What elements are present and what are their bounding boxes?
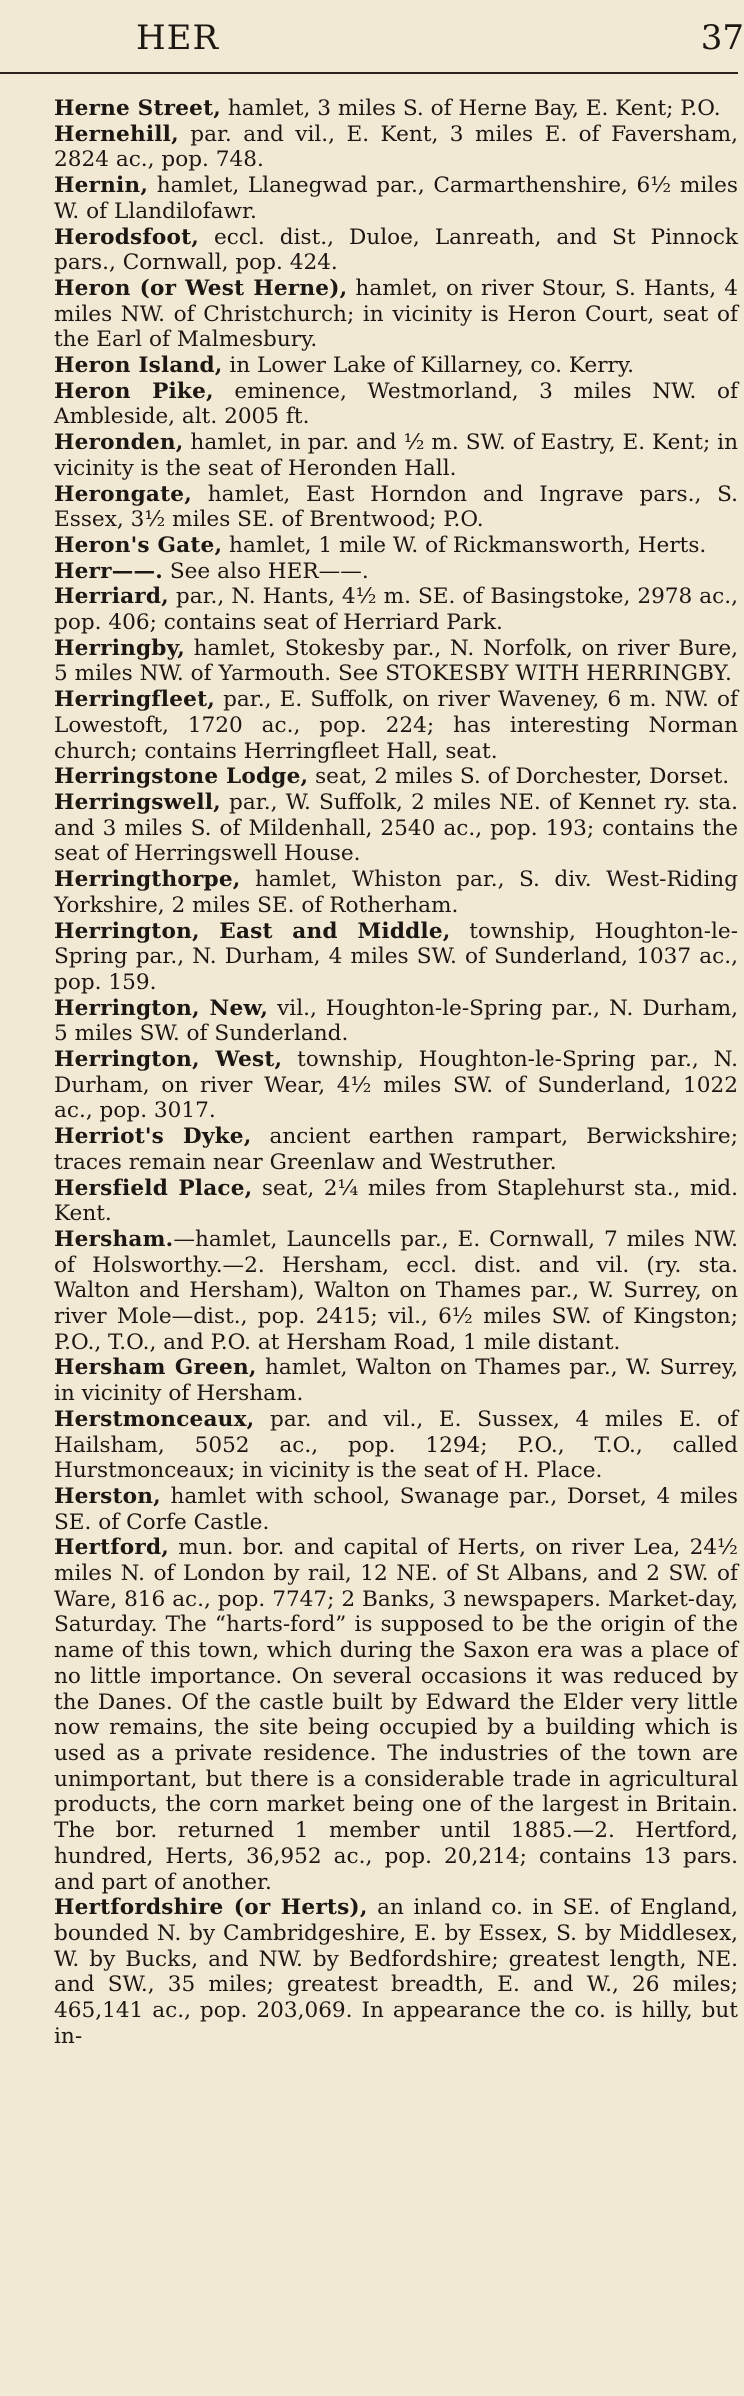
entry: [54, 1535, 738, 1895]
entry-headword: Herstmonceaux,: [54, 1406, 255, 1432]
entry-headword: Herringswell,: [54, 789, 221, 815]
entry: [54, 1355, 738, 1406]
entry-text: an inland co. in SE. of England, bounded N. by Cambridgeshire, E. by Essex, S. by Middlesex, W. by Bucks, and NW. by Bedfordshire; greatest length, NE. and SW., 35 miles; greatest breadth, E. and W., 26 miles; 465,141 ac., pop. 203,069. In appearance the co. is hilly, but in-: [54, 1895, 738, 2049]
entry: [54, 867, 738, 918]
entry: [54, 122, 738, 173]
entry-headword: Herne Street,: [54, 96, 221, 121]
entry: [54, 996, 738, 1047]
entry-headword: Hersham Green,: [54, 1355, 257, 1381]
entry-headword: Herodsfoot,: [54, 224, 199, 250]
entry: [54, 276, 738, 353]
entry-text: hamlet with school, Swanage par., Dorset, 4 miles SE. of Corfe Castle.: [54, 1483, 738, 1535]
entry-text: vil., Houghton-le-Spring par., N. Durham, 5 miles SW. of Sunderland.: [54, 995, 739, 1047]
entry-text: hamlet, Llanegwad par., Carmarthenshire, 6½ miles W. of Llandilofawr.: [54, 173, 738, 224]
entry: [54, 687, 738, 764]
entry: [54, 482, 738, 533]
entry: [54, 1484, 738, 1535]
entry-text: hamlet, Whiston par., S. div. West-Riding Yorkshire, 2 miles SE. of Rotherham.: [54, 867, 738, 918]
entry-headword: Herriard,: [54, 584, 169, 610]
entry: [54, 1124, 738, 1175]
entry-headword: Herr——.: [54, 558, 163, 584]
entry-text: eccl. dist., Duloe, Lanreath, and St Pinnock pars., Cornwall, pop. 424.: [54, 224, 738, 276]
entry-headword: Hersfield Place,: [54, 1175, 253, 1201]
entry-text: mun. bor. and capital of Herts, on river Lea, 24½ miles N. of London by rail, 12 NE. of St Albans, and 2 SW. of Ware, 816 ac., pop. 7747; 2 Banks, 3 newspapers. Market-day, Saturday. The “harts-ford” is supposed to be the origin of the name of this town, which during the Saxon era was a place of no little importance. On several occasions it was reduced by the Danes. Of the castle built by Edward the Elder very little now remains, the site being occupied by a building which is used as a private residence. The industries of the town are unimportant, but there is a considerable trade in agricultural products, the corn market being one of the largest in Britain. The bor. returned 1 member until 1885.—2. Hertford, hundred, Herts, 36,952 ac., pop. 20,214; contains 13 pars. and part of another.: [54, 1535, 738, 1895]
entry: [54, 430, 738, 481]
entry-text: in Lower Lake of Killarney, co. Kerry.: [222, 353, 635, 379]
entry: [54, 1227, 738, 1356]
entry-text: par. and vil., E. Kent, 3 miles E. of Faversham, 2824 ac., pop. 748.: [54, 121, 738, 173]
entry-headword: Hertford,: [54, 1535, 169, 1561]
entry-text: hamlet, East Horndon and Ingrave pars., S. Essex, 3½ miles SE. of Brentwood; P.O.: [54, 481, 738, 533]
entry-text: eminence, Westmorland, 3 miles NW. of Ambleside, alt. 2005 ft.: [54, 378, 738, 430]
entry: [54, 636, 738, 687]
entry-headword: Heron's Gate,: [54, 532, 223, 558]
entry-headword: Herringfleet,: [54, 687, 215, 713]
entry-headword: Heron Pike,: [54, 378, 214, 404]
entry: [54, 1407, 738, 1484]
entry: [54, 379, 738, 430]
entry-text: seat, 2¼ miles from Staplehurst sta., mid. Kent.: [54, 1175, 738, 1227]
entry-headword: Heron (or West Herne),: [54, 275, 348, 301]
entry-text: hamlet, Stokesby par., N. Norfolk, on river Bure, 5 miles NW. of Yarmouth. See STOKESBY WITH HERRINGBY.: [54, 635, 738, 687]
entry: [54, 919, 738, 996]
entry-text: township, Houghton-le-Spring par., N. Durham, on river Wear, 4½ miles SW. of Sunderland, 1022 ac., pop. 3017.: [54, 1047, 738, 1124]
entry-headword: Herringthorpe,: [54, 867, 241, 893]
entry: [54, 790, 738, 867]
entry-headword: Herongate,: [54, 481, 192, 507]
entry-headword: Herston,: [54, 1483, 161, 1509]
entry: [54, 559, 738, 585]
entry-text: township, Houghton-le-Spring par., N. Durham, 4 miles SW. of Sunderland, 1037 ac., pop. 159.: [54, 918, 738, 995]
gazetteer-entries: [54, 96, 738, 2049]
entry-headword: Herrington, New,: [54, 995, 269, 1021]
entry-text: ancient earthen rampart, Berwickshire; traces remain near Greenlaw and Westruther.: [54, 1124, 738, 1175]
entry-text: See also HER——.: [163, 558, 369, 584]
entry-headword: Heronden,: [54, 430, 184, 456]
entry-text: par., W. Suffolk, 2 miles NE. of Kennet ry. sta. and 3 miles S. of Mildenhall, 2540 ac., pop. 193; contains the seat of Herringswell House.: [54, 789, 738, 867]
entry-headword: Herringstone Lodge,: [54, 764, 309, 790]
entry-text: hamlet, 1 mile W. of Rickmansworth, Herts.: [222, 532, 707, 558]
entry-text: —hamlet, Launcells par., E. Cornwall, 7 miles NW. of Holsworthy.—2. Hersham, eccl. dist. and vil. (ry. sta. Walton and Hersham), Walton on Thames par., W. Surrey, on river Mole—dist., pop. 2415; vil., 6½ miles SW. of Kingston; P.O., T.O., and P.O. at Hersham Road, 1 mile distant.: [54, 1226, 738, 1355]
entry: [54, 1895, 738, 2049]
entry-headword: Hernin,: [54, 173, 149, 199]
entry: [54, 1047, 738, 1124]
entry-headword: Herringby,: [54, 635, 185, 661]
entry-text: hamlet, in par. and ½ m. SW. of Eastry, E. Kent; in vicinity is the seat of Heronden Hall.: [54, 430, 738, 481]
entry: [54, 353, 738, 379]
entry-headword: Herrington, West,: [54, 1047, 283, 1073]
running-head-word: HER: [136, 18, 220, 58]
entry-text: par., E. Suffolk, on river Waveney, 6 m. NW. of Lowestoft, 1720 ac., pop. 224; has interesting Norman church; contains Herringfleet Hall, seat.: [54, 687, 738, 764]
entry: [54, 764, 738, 790]
entry: [54, 96, 738, 122]
entry-text: par., N. Hants, 4½ m. SE. of Basingstoke, 2978 ac., pop. 406; contains seat of Herriard Park.: [54, 584, 738, 636]
entry: [54, 533, 738, 559]
entry-text: par. and vil., E. Sussex, 4 miles E. of Hailsham, 5052 ac., pop. 1294; P.O., T.O., called Hurstmonceaux; in vicinity is the seat of H. Place.: [54, 1406, 738, 1484]
entry: [54, 584, 738, 635]
entry-text: hamlet, 3 miles S. of Herne Bay, E. Kent; P.O.: [221, 96, 721, 121]
entry: [54, 225, 738, 276]
entry-headword: Herrington, East and Middle,: [54, 918, 451, 944]
entry-headword: Herriot's Dyke,: [54, 1124, 252, 1150]
entry-headword: Hernehill,: [54, 121, 179, 147]
entry: [54, 1176, 738, 1227]
entry-text: hamlet, Walton on Thames par., W. Surrey, in vicinity of Hersham.: [54, 1355, 739, 1407]
page-number: 37: [700, 18, 744, 58]
entry-text: hamlet, on river Stour, S. Hants, 4 miles NW. of Christchurch; in vicinity is Heron Court, seat of the Earl of Malmesbury.: [54, 275, 738, 353]
running-head: [0, 0, 744, 74]
entry-headword: Hertfordshire (or Herts),: [54, 1895, 368, 1921]
entry-text: seat, 2 miles S. of Dorchester, Dorset.: [308, 764, 730, 790]
entry: [54, 173, 738, 224]
entry-headword: Hersham.: [54, 1226, 174, 1252]
entry-headword: Heron Island,: [54, 353, 223, 379]
